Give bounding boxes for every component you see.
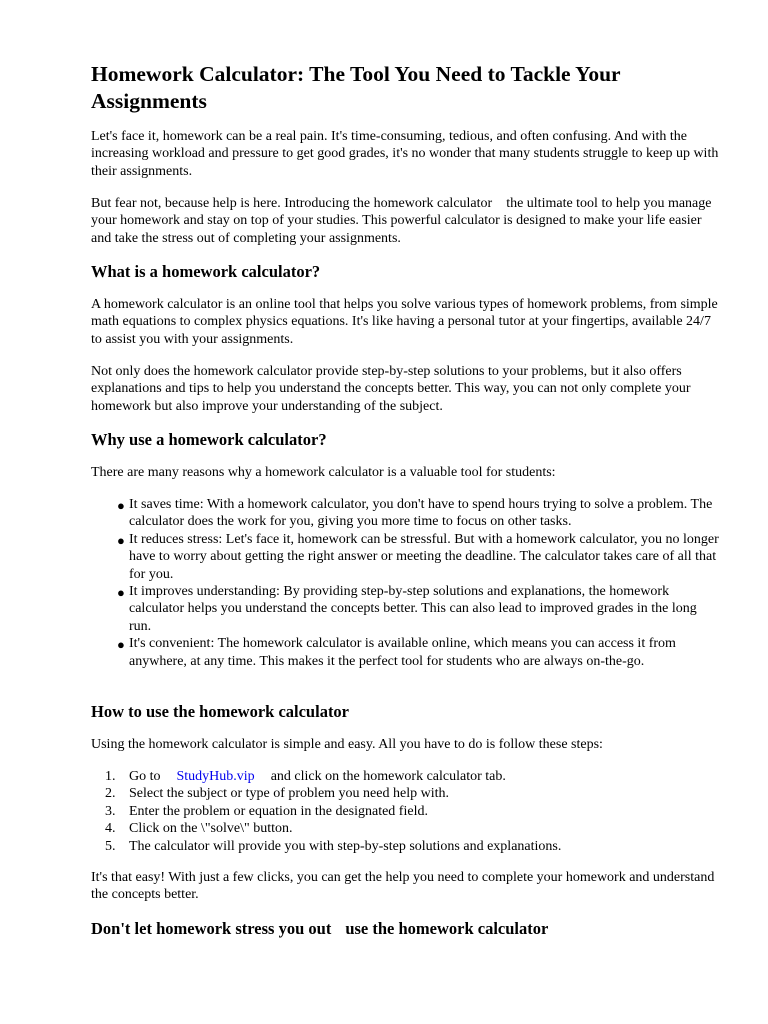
closing-heading-end: use the homework calculator [345, 919, 549, 938]
what-paragraph-1: A homework calculator is an online tool that helps you solve various types of homework problems, from simple math equations to complex physics equations. It's like having a personal tutor at your fingertips, available 24/7 to assist you with your assignments. [91, 297, 718, 347]
intro-paragraph-2-end: the ultimate tool to help you manage your homework and stay on top of your studies. This powerful calculator is designed to make your life easier and take the stress out of completing your assignments. [91, 196, 712, 246]
intro-paragraph-1: Let's face it, homework can be a real pain. It's time-consuming, tedious, and often confusing. And with the increasing workload and pressure to get good grades, it's no wonder that many students struggle to keep up with their assignments. [91, 129, 719, 179]
step-number: 3. [105, 803, 116, 819]
what-paragraph-2: Not only does the homework calculator provide step-by-step solutions to your problems, but it also offers explanations and tips to help you understand the concepts better. This way, you can not only complete your homework but also improve your understanding of the subject. [91, 364, 691, 414]
step-1-text-end: and click on the homework calculator tab. [270, 769, 506, 784]
list-item-text: It's convenient: The homework calculator is available online, which means you can access it from anywhere, at any time. This makes it the perfect tool for students who are always on-the-go. [129, 636, 676, 669]
list-item-text: Click on the \"solve\" button. [129, 821, 293, 837]
intro-paragraph-2-start: But fear not, because help is here. Introducing the homework calculator [91, 196, 493, 211]
list-item [91, 768, 721, 785]
closing-heading [91, 919, 721, 939]
steps-list [91, 768, 721, 855]
bullet-icon: ● [117, 498, 125, 513]
heading-why-use: Why use a homework calculator? [91, 430, 327, 449]
bullet-icon: ● [117, 585, 125, 601]
step-number: 4. [105, 821, 116, 837]
list-item [91, 820, 721, 837]
bullet-icon: ● [117, 532, 125, 548]
list-item [91, 838, 721, 855]
how-outro: It's that easy! With just a few clicks, you can get the help you need to complete your homework and understand the concepts better. [91, 870, 715, 903]
list-item-text: It saves time: With a homework calculator, you don't have to spend hours trying to solve a problem. The calculator does the work for you, giving you more time to focus on other tasks. [129, 497, 713, 530]
heading-how-to-use: How to use the homework calculator [91, 702, 350, 721]
list-item-text: Enter the problem or equation in the designated field. [129, 803, 428, 819]
list-item [91, 583, 721, 635]
benefits-list [91, 496, 721, 670]
list-item [91, 531, 721, 583]
closing-heading-start: Don't let homework stress you out [91, 919, 332, 938]
list-item [91, 635, 721, 670]
list-item-text: It reduces stress: Let's face it, homework can be stressful. But with a homework calculator, you no longer have to worry about getting the right answer or meeting the deadline. The calculator takes care of all that for you. [129, 531, 719, 582]
list-item [91, 496, 721, 531]
how-intro: Using the homework calculator is simple and easy. All you have to do is follow these steps: [91, 737, 603, 752]
step-number: 2. [105, 786, 116, 802]
step-number: 5. [105, 838, 116, 854]
list-item-text: Select the subject or type of problem you need help with. [129, 786, 449, 802]
list-item [91, 803, 721, 820]
bullet-icon: ● [117, 637, 125, 653]
heading-what-is: What is a homework calculator? [91, 262, 321, 281]
intro-paragraph-2 [91, 195, 721, 247]
step-number: 1. [105, 769, 116, 784]
list-item-text: It improves understanding: By providing step-by-step solutions and explanations, the homework calculator helps you understand the concepts better. This can also lead to improved grades in the long run. [129, 584, 697, 634]
why-intro: There are many reasons why a homework calculator is a valuable tool for students: [91, 465, 556, 480]
list-item [91, 785, 721, 802]
studyhub-link[interactable]: StudyHub.vip [176, 769, 255, 784]
page-title: Homework Calculator: The Tool You Need to Tackle Your Assignments [91, 62, 621, 113]
list-item-text: The calculator will provide you with step-by-step solutions and explanations. [129, 838, 562, 854]
step-1-text-start: Go to [129, 769, 161, 784]
